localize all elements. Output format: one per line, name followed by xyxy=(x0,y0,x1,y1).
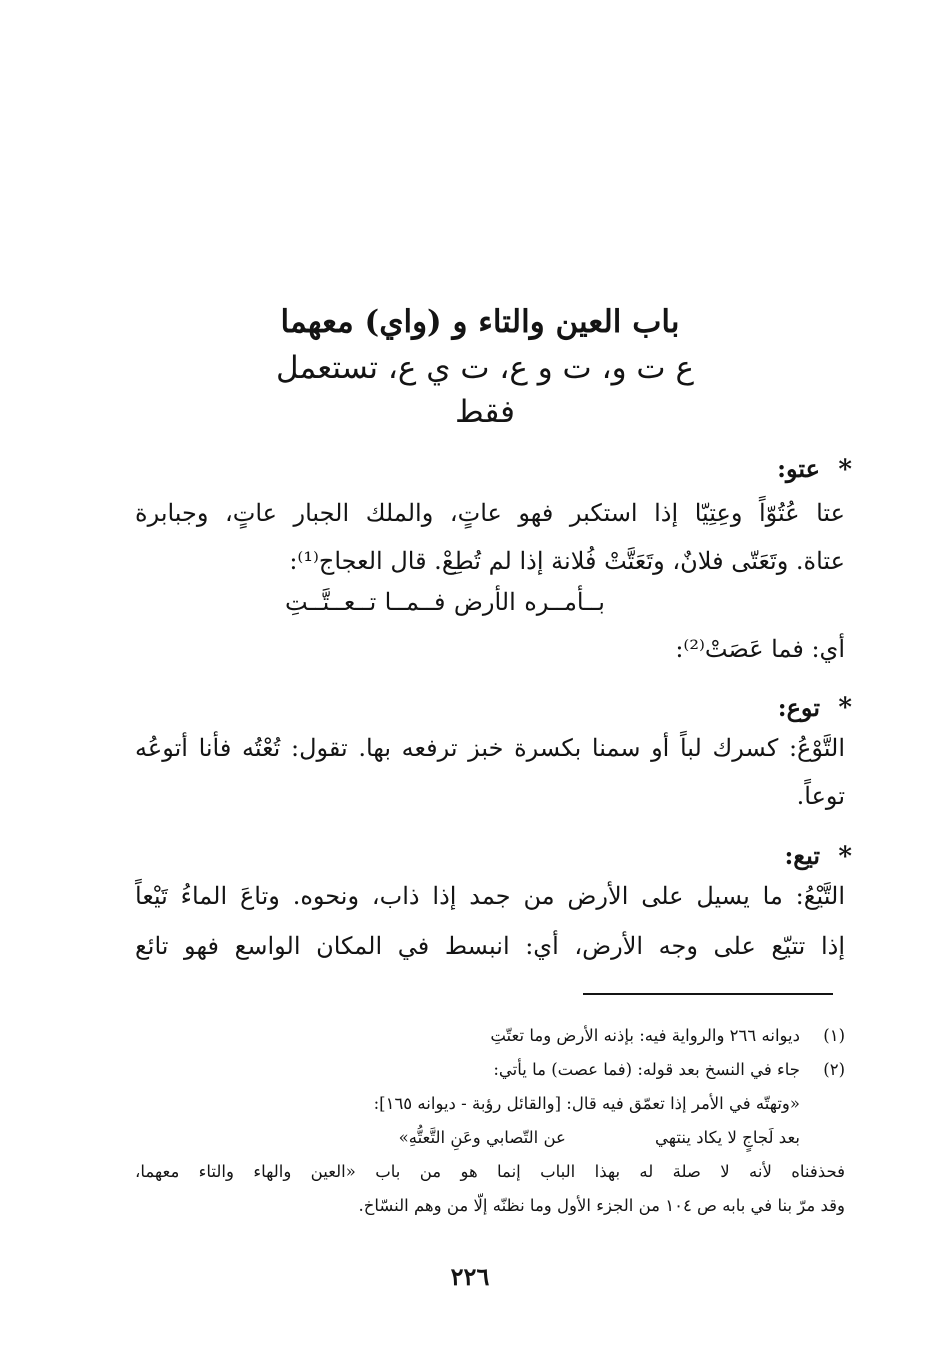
entry-text-line: التَّوْعُ: كسرك لباً أو سمنا بكسرة خبز ترفعه بها. تقول: تُعْتُه فأنا أتوعُه xyxy=(135,734,845,762)
entry-text-line: توعاً. xyxy=(796,782,845,810)
footnote-separator xyxy=(583,993,833,995)
chapter-subtitle: ع ت و، ت و ع، ت ي ع، تستعمل فقط xyxy=(276,350,694,430)
entry-text-line: التَّيْعُ: ما يسيل على الأرض من جمد إذا ذاب، ونحوه. وتاعَ الماءُ تَيْعاً xyxy=(135,882,845,910)
chapter-title: باب العين والتاء و (واي) معهما xyxy=(280,304,680,340)
footnote-1 xyxy=(135,1022,845,1050)
entry-marker: * xyxy=(838,693,852,723)
entry-text-line: إذا تتيّع على وجه الأرض، أي: انبسط في المكان الواسع فهو تائع xyxy=(135,932,845,960)
entry-text-line: أي: فما عَصَتْ⁽²⁾: xyxy=(675,635,845,663)
entry-heading-taya: تيع: xyxy=(784,841,820,870)
page-number: ٢٢٦ xyxy=(450,1262,490,1291)
footnote-continuation: فحذفناه لأنه لا صلة له بهذا الباب إنما هو من باب «العين والهاء والتاء معهما، xyxy=(135,1162,845,1181)
footnote-continuation: «وتهتّه في الأمر إذا تعمّق فيه قال: [والقائل رؤبة - ديوانه ١٦٥]: xyxy=(373,1094,800,1113)
footnote-number: (٢) xyxy=(823,1060,845,1079)
footnote-continuation: وقد مرّ بنا في بابه ص ١٠٤ من الجزء الأول وما نظنّه إلّا من وهم النسّاخ. xyxy=(358,1196,845,1215)
footnote-text: جاء في النسخ بعد قوله: (فما عصت) ما يأتي: xyxy=(493,1060,800,1079)
footnote-verse: بعد لَجاجٍ لا يكاد ينتهي عن التّصابي وعَنِ التَّعتُّهِ» xyxy=(398,1128,800,1147)
poetry-verse: بــأمــره الأرض فــمــا تــعــتَّــتِ xyxy=(285,588,605,616)
entry-marker: * xyxy=(838,455,852,485)
footnote-text: ديوانه ٢٦٦ والرواية فيه: بإذنه الأرض وما تعتّتِ xyxy=(490,1026,800,1045)
entry-marker: * xyxy=(838,842,852,872)
footnote-2 xyxy=(135,1056,845,1084)
entry-text-line: عتاة. وتَعَتّى فلانٌ، وتَعَتَّتْ فُلانة إذا لم تُطِعْ. قال العجاج⁽¹⁾: xyxy=(289,547,845,575)
entry-heading-ato: عتو: xyxy=(777,454,820,483)
entry-heading-tawa: توع: xyxy=(777,693,820,722)
footnote-number: (١) xyxy=(823,1026,845,1045)
entry-text-line: عتا عُتُوّاً وعِتِيّا إذا استكبر فهو عاتٍ، والملك الجبار عاتٍ، وجبابرة xyxy=(135,499,845,527)
